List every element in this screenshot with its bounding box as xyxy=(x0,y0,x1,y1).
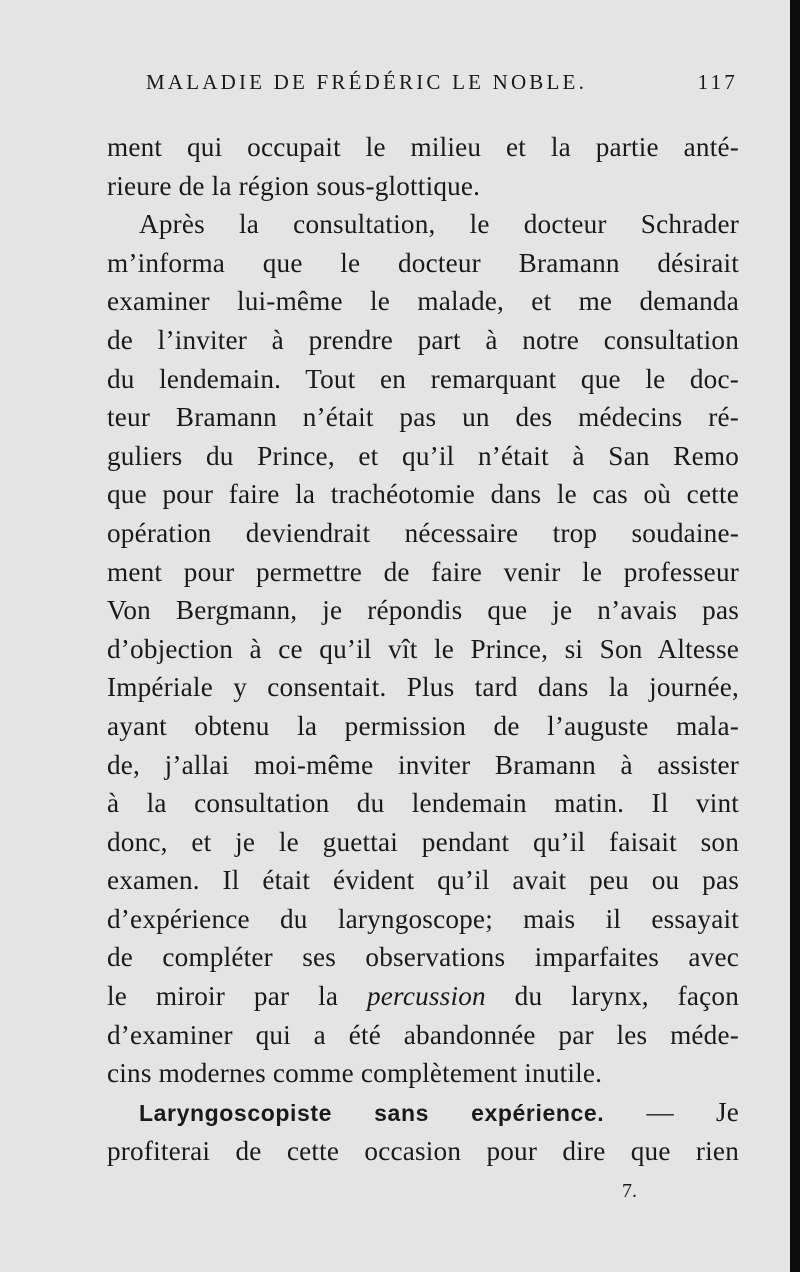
text-line: examen. Il était évident qu’il avait peu ou pas xyxy=(107,865,739,896)
text-line: donc, et je le guettai pendant qu’il faisait son xyxy=(107,826,739,857)
text-line: m’informa que le docteur Bramann désirait xyxy=(107,247,739,278)
text-line: d’expérience du laryngoscope; mais il essayait xyxy=(107,903,739,934)
text-line: Impériale y consentait. Plus tard dans la journée, xyxy=(107,672,739,703)
text-line: profiterai de cette occasion pour dire que rien xyxy=(107,1136,739,1167)
text-line: que pour faire la trachéotomie dans le cas où cette xyxy=(107,479,739,510)
heading-dash: — xyxy=(646,1096,674,1127)
text-line: du lendemain. Tout en remarquant que le doc- xyxy=(107,363,739,394)
signature-mark: 7. xyxy=(622,1180,637,1202)
percussion-after: du larynx, façon xyxy=(514,981,740,1012)
text-line: ayant obtenu la permission de l’auguste mala- xyxy=(107,710,739,741)
text-line: ment qui occupait le milieu et la partie anté- xyxy=(107,132,739,162)
text-line: cins modernes comme complètement inutile. xyxy=(107,1058,603,1089)
section-heading-line xyxy=(107,1093,739,1133)
text-line: de, j’allai moi-même inviter Bramann à assister xyxy=(107,749,739,780)
text-line: ment pour permettre de faire venir le professeur xyxy=(107,556,739,587)
text-line: d’objection à ce qu’il vît le Prince, si Son Altesse xyxy=(107,633,739,664)
body-text xyxy=(107,128,739,1171)
text-line: teur Bramann n’était pas un des médecins ré- xyxy=(107,402,739,433)
text-line: rieure de la région sous-glottique. xyxy=(107,170,481,201)
text-line: de l’inviter à prendre part à notre consultation xyxy=(107,324,739,355)
text-line: Von Bergmann, je répondis que je n’avais pas xyxy=(107,595,739,626)
page-edge xyxy=(790,0,800,1272)
text-line-percussion xyxy=(107,977,739,1016)
running-title: MALADIE DE FRÉDÉRIC LE NOBLE. xyxy=(146,70,588,94)
text-line: opération deviendrait nécessaire trop soudaine- xyxy=(107,517,739,548)
text-line: d’examiner qui a été abandonnée par les méde- xyxy=(107,1019,739,1050)
text-line: examiner lui-même le malade, et me demanda xyxy=(107,286,739,317)
text-line: Après la consultation, le docteur Schrader xyxy=(139,209,739,240)
heading-continuation: Je xyxy=(715,1096,740,1127)
percussion-italic: percussion xyxy=(366,981,486,1012)
page-number: 117 xyxy=(697,70,738,94)
percussion-before: le miroir par la xyxy=(107,981,339,1012)
text-line: à la consultation du lendemain matin. Il vint xyxy=(107,788,739,819)
text-line: de compléter ses observations imparfaites avec xyxy=(107,942,739,973)
section-heading: Laryngoscopiste sans expérience. xyxy=(139,1099,605,1126)
running-header xyxy=(146,70,738,95)
text-line: guliers du Prince, et qu’il n’était à San Remo xyxy=(107,440,739,471)
